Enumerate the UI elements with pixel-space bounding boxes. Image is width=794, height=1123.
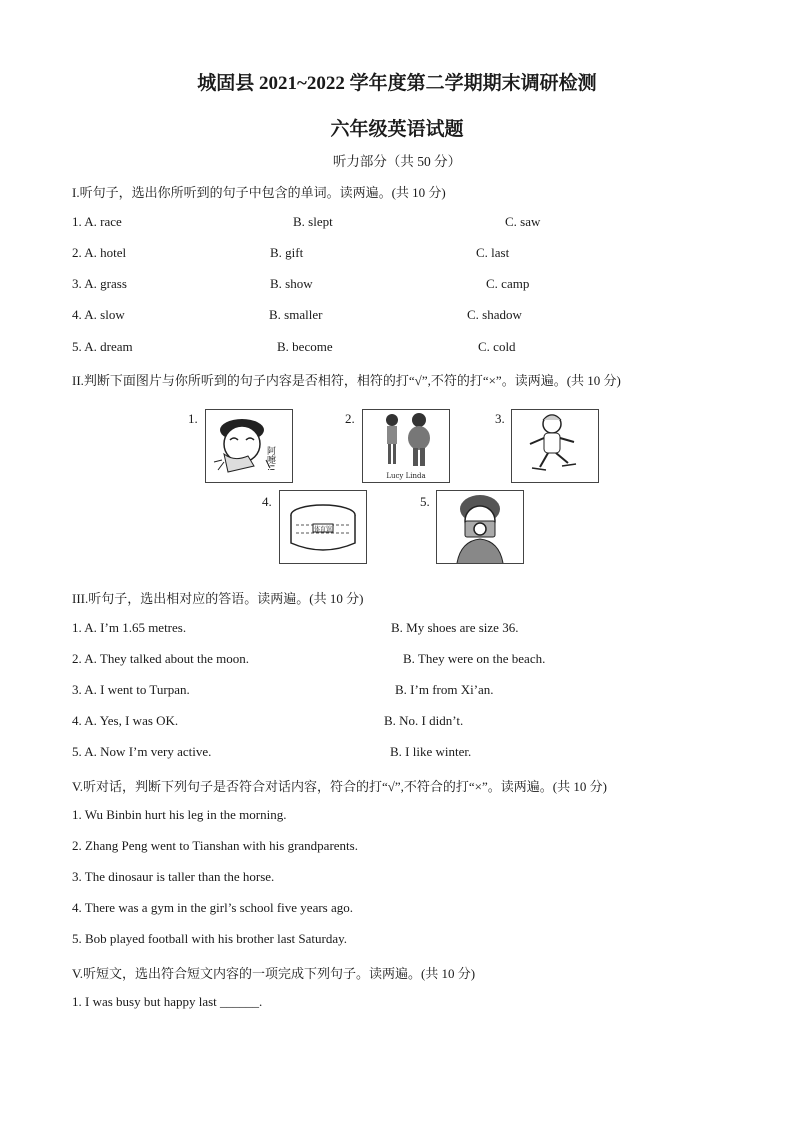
listening-part-label: 听力部分（共 50 分） <box>332 154 462 169</box>
section-2-heading: II.判断下面图片与你所听到的句子内容是否相符，相符的打“√”,不符的打“×”。读两遍。(共 10 分) <box>72 373 621 388</box>
s1-q3-option-b: B. show <box>270 276 313 291</box>
exam-subtitle: 六年级英语试题 <box>330 119 464 140</box>
s1-q1-option-b: B. slept <box>293 214 333 229</box>
s1-q2-option-b: B. gift <box>270 245 304 260</box>
s1-q4-option-a: 4. A. slow <box>72 307 125 322</box>
s3-q5-option-b: B. I like winter. <box>390 744 472 759</box>
section-5-heading: V.听短文，选出符合短文内容的一项完成下列句子。读两遍。(共 10 分) <box>72 966 476 981</box>
picture-4-number: 4. <box>262 494 272 509</box>
s1-q1-option-c: C. saw <box>505 214 541 229</box>
exam-title: 城固县 2021~2022 学年度第二学期期末调研检测 <box>197 73 597 94</box>
s4-item-5: 5. Bob played football with his brother last Saturday. <box>72 931 347 946</box>
s3-q3-option-a: 3. A. I went to Turpan. <box>72 682 190 697</box>
s1-q5-option-c: C. cold <box>478 339 516 354</box>
picture-1-number: 1. <box>188 411 198 426</box>
section-3-heading: III.听句子，选出相对应的答语。读两遍。(共 10 分) <box>72 591 364 606</box>
section-4-heading: V.听对话，判断下列句子是否符合对话内容，符合的打“√”,不符合的打“×”。读两遍。(共 10 分) <box>72 779 607 794</box>
s4-item-1: 1. Wu Binbin hurt his leg in the morning. <box>72 807 287 822</box>
sneezing-boy-illustration <box>206 410 292 482</box>
s4-item-2: 2. Zhang Peng went to Tianshan with his grandparents. <box>72 838 358 853</box>
picture-4-stadium <box>279 490 367 564</box>
picture-2-names: Lucy Linda <box>386 472 426 480</box>
s1-q4-option-c: C. shadow <box>467 307 522 322</box>
s4-item-4: 4. There was a gym in the girl’s school five years ago. <box>72 900 353 915</box>
s1-q2-option-c: C. last <box>476 245 510 260</box>
s1-q3-option-a: 3. A. grass <box>72 276 127 291</box>
stadium-sign: 体育馆 <box>313 526 333 533</box>
s1-q5-option-a: 5. A. dream <box>72 339 133 354</box>
s3-q2-option-a: 2. A. They talked about the moon. <box>72 651 250 666</box>
s5-item-1: 1. I was busy but happy last ______. <box>72 994 263 1009</box>
s3-q1-option-b: B. My shoes are size 36. <box>391 620 519 635</box>
s1-q1-option-a: 1. A. race <box>72 214 122 229</box>
s4-item-3: 3. The dinosaur is taller than the horse. <box>72 869 275 884</box>
picture-2-two-girls <box>362 409 450 483</box>
picture-5-camera-boy <box>436 490 524 564</box>
skating-child-illustration <box>512 410 598 482</box>
picture-3-skating-child <box>511 409 599 483</box>
s3-q1-option-a: 1. A. I’m 1.65 metres. <box>72 620 187 635</box>
sneeze-text: 阿嚏!! <box>265 446 275 472</box>
picture-5-number: 5. <box>420 494 430 509</box>
picture-2-number: 2. <box>345 411 355 426</box>
section-1-heading: I.听句子，选出你所听到的句子中包含的单词。读两遍。(共 10 分) <box>72 185 446 200</box>
s3-q5-option-a: 5. A. Now I’m very active. <box>72 744 212 759</box>
picture-1-sneezing-boy <box>205 409 293 483</box>
s1-q2-option-a: 2. A. hotel <box>72 245 127 260</box>
s3-q2-option-b: B. They were on the beach. <box>403 651 546 666</box>
two-girls-illustration <box>363 410 449 482</box>
s1-q3-option-c: C. camp <box>486 276 530 291</box>
s3-q4-option-a: 4. A. Yes, I was OK. <box>72 713 179 728</box>
s3-q4-option-b: B. No. I didn’t. <box>384 713 464 728</box>
s1-q4-option-b: B. smaller <box>269 307 323 322</box>
s3-q3-option-b: B. I’m from Xi’an. <box>395 682 494 697</box>
picture-3-number: 3. <box>495 411 505 426</box>
camera-boy-illustration <box>437 491 523 563</box>
s1-q5-option-b: B. become <box>277 339 333 354</box>
stadium-illustration <box>280 491 366 563</box>
